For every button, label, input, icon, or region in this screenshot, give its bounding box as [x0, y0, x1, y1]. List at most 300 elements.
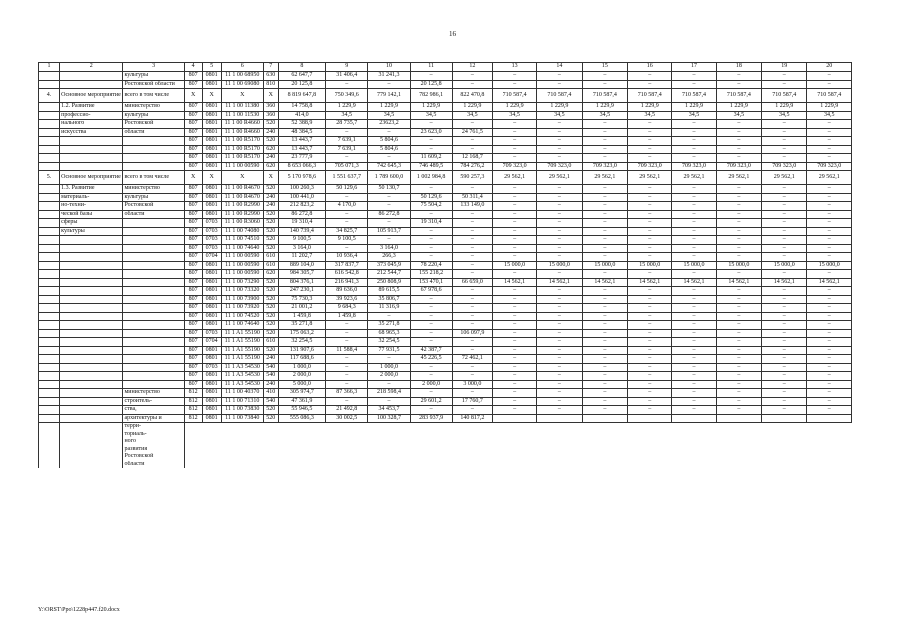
table-row [39, 431, 852, 439]
value-cell: – [492, 287, 536, 296]
value-cell: 1 459,8 [278, 312, 326, 321]
header-cell: 2 [60, 63, 123, 72]
value-cell: – [582, 372, 627, 381]
value-cell: – [716, 185, 761, 194]
value-cell: 29 562,1 [582, 171, 627, 185]
value-cell: 709 323,0 [628, 162, 672, 171]
value-cell: 240 [263, 193, 278, 202]
value-cell: – [492, 236, 536, 245]
value-cell: 21 492,8 [326, 406, 368, 415]
value-cell: – [628, 295, 672, 304]
value-cell: 812 [184, 397, 202, 406]
row-number-cell [39, 236, 60, 245]
value-cell: – [716, 363, 761, 372]
value-cell: 11 1 00 11530 [221, 111, 263, 120]
header-cell: 17 [672, 63, 716, 72]
table-row [39, 363, 852, 372]
value-cell: 807 [184, 128, 202, 137]
value-cell: – [410, 145, 452, 154]
value-cell: – [672, 202, 716, 211]
value-cell: 1 229,9 [368, 103, 410, 112]
value-cell: 610 [263, 261, 278, 270]
value-cell: 34,5 [672, 111, 716, 120]
value-cell: 11 1 00 00590 [221, 261, 263, 270]
value-cell: 14 562,1 [492, 278, 536, 287]
value-cell: 5 804,6 [368, 137, 410, 146]
value-cell: 812 [184, 406, 202, 415]
value-cell: 89 636,0 [326, 287, 368, 296]
value-cell: – [368, 154, 410, 163]
value-cell: – [537, 346, 582, 355]
value-cell: – [410, 210, 452, 219]
value-cell: 305 974,7 [278, 389, 326, 398]
value-cell: 709 323,0 [492, 162, 536, 171]
value-cell: 822 470,8 [452, 89, 492, 103]
value-cell: 11 1 00 R5170 [221, 137, 263, 146]
executor-cell [123, 321, 184, 330]
value-cell: – [410, 227, 452, 236]
value-cell: 0801 [202, 210, 221, 219]
value-cell: 14 562,1 [628, 278, 672, 287]
value-cell: – [628, 210, 672, 219]
value-cell: – [716, 346, 761, 355]
value-cell: – [326, 355, 368, 364]
value-cell: – [537, 338, 582, 347]
value-cell: 10 936,4 [326, 253, 368, 262]
value-cell: 100 441,0 [278, 193, 326, 202]
value-cell: 0801 [202, 389, 221, 398]
event-name-cell [60, 236, 123, 245]
value-cell: 807 [184, 338, 202, 347]
value-cell: – [452, 261, 492, 270]
value-cell: – [716, 397, 761, 406]
value-cell: 616 542,8 [326, 270, 368, 279]
value-cell: 0801 [202, 278, 221, 287]
event-name-cell [60, 162, 123, 171]
value-cell: – [582, 312, 627, 321]
value-cell: 0801 [202, 103, 221, 112]
value-cell: – [762, 338, 807, 347]
table-row [39, 120, 852, 129]
row-number-cell [39, 162, 60, 171]
value-cell: 360 [263, 103, 278, 112]
value-cell: – [582, 120, 627, 129]
value-cell: – [452, 219, 492, 228]
value-cell: 520 [263, 137, 278, 146]
header-cell: 8 [278, 63, 326, 72]
value-cell: – [672, 355, 716, 364]
value-cell: 34,5 [410, 111, 452, 120]
value-cell: 240 [263, 355, 278, 364]
value-cell: – [672, 329, 716, 338]
value-cell: – [762, 355, 807, 364]
value-cell: – [582, 346, 627, 355]
value-cell: 11 1 00 74510 [221, 236, 263, 245]
value-cell: – [452, 270, 492, 279]
value-cell: – [716, 120, 761, 129]
value-cell: 807 [184, 261, 202, 270]
value-cell [492, 414, 536, 423]
value-cell: – [672, 380, 716, 389]
value-cell: 0801 [202, 261, 221, 270]
table-row [39, 72, 852, 81]
value-cell: – [452, 338, 492, 347]
value-cell: – [628, 244, 672, 253]
value-cell: 9 100,5 [278, 236, 326, 245]
value-cell: – [672, 185, 716, 194]
value-cell [628, 414, 672, 423]
value-cell: – [452, 253, 492, 262]
value-cell: 807 [184, 295, 202, 304]
event-name-cell [60, 423, 123, 431]
value-cell: 34,5 [582, 111, 627, 120]
value-cell: 19 310,4 [410, 219, 452, 228]
value-cell: 15 000,0 [537, 261, 582, 270]
value-cell: 45 226,5 [410, 355, 452, 364]
value-cell: 3 000,0 [452, 380, 492, 389]
value-cell: 12 168,7 [452, 154, 492, 163]
value-cell: 520 [263, 329, 278, 338]
value-cell: 620 [263, 145, 278, 154]
value-cell: 19 310,4 [278, 219, 326, 228]
value-cell: – [582, 338, 627, 347]
value-cell: 11 588,4 [326, 346, 368, 355]
value-cell: – [628, 406, 672, 415]
value-cell: 86 272,8 [368, 210, 410, 219]
event-name-cell [60, 406, 123, 415]
value-cell: 75 504,2 [410, 202, 452, 211]
value-cell: – [762, 227, 807, 236]
value-cell: – [672, 295, 716, 304]
value-cell: 410 [263, 389, 278, 398]
value-cell: – [628, 312, 672, 321]
value-cell: 11 1 00 00590 [221, 270, 263, 279]
value-cell: – [326, 80, 368, 89]
row-number-cell [39, 423, 60, 431]
executor-cell [123, 236, 184, 245]
value-cell: – [368, 193, 410, 202]
value-cell: 100 260,3 [278, 185, 326, 194]
value-cell: 620 [263, 270, 278, 279]
value-cell: – [452, 72, 492, 81]
value-cell: – [326, 210, 368, 219]
value-cell: – [410, 295, 452, 304]
value-cell: 610 [263, 253, 278, 262]
value-cell: – [582, 295, 627, 304]
value-cell: – [807, 312, 852, 321]
header-cell: 10 [368, 63, 410, 72]
value-cell: – [628, 287, 672, 296]
value-cell: 0801 [202, 414, 221, 423]
value-cell: 68 965,3 [368, 329, 410, 338]
value-cell [762, 414, 807, 423]
event-name-cell: сферы [60, 219, 123, 228]
executor-cell: культуры [123, 72, 184, 81]
value-cell: – [452, 304, 492, 313]
header-cell: 11 [410, 63, 452, 72]
value-cell: – [672, 397, 716, 406]
table-row [39, 162, 852, 171]
value-cell: 0801 [202, 295, 221, 304]
row-number-cell [39, 210, 60, 219]
value-cell: 62 647,7 [278, 72, 326, 81]
header-cell: 18 [716, 63, 761, 72]
value-cell: – [672, 363, 716, 372]
row-number-cell [39, 72, 60, 81]
value-cell: – [492, 338, 536, 347]
value-cell: 11 609,2 [410, 154, 452, 163]
value-cell: 31 406,4 [326, 72, 368, 81]
value-cell: 807 [184, 219, 202, 228]
value-cell: 0801 [202, 321, 221, 330]
value-cell: – [452, 406, 492, 415]
value-cell: 0801 [202, 355, 221, 364]
header-cell: 20 [807, 63, 852, 72]
event-name-cell [60, 72, 123, 81]
value-cell: – [762, 210, 807, 219]
value-cell: – [582, 304, 627, 313]
value-cell: 66 659,0 [452, 278, 492, 287]
value-cell: 28 735,7 [326, 120, 368, 129]
executor-cell: министерство [123, 389, 184, 398]
value-cell: – [762, 363, 807, 372]
empty-cell [184, 423, 851, 431]
value-cell: 89 615,5 [368, 287, 410, 296]
value-cell: 520 [263, 120, 278, 129]
value-cell: – [672, 270, 716, 279]
value-cell: – [716, 380, 761, 389]
value-cell: – [807, 406, 852, 415]
value-cell: – [716, 227, 761, 236]
value-cell: – [537, 312, 582, 321]
value-cell: – [410, 244, 452, 253]
value-cell: – [537, 253, 582, 262]
executor-cell: министерство [123, 185, 184, 194]
value-cell: – [807, 363, 852, 372]
value-cell: – [628, 363, 672, 372]
executor-cell: области [123, 461, 184, 469]
value-cell: – [492, 355, 536, 364]
value-cell: – [807, 295, 852, 304]
value-cell: – [628, 321, 672, 330]
value-cell: 140 739,4 [278, 227, 326, 236]
value-cell: – [762, 389, 807, 398]
budget-table [38, 62, 852, 468]
event-name-cell: профессио- [60, 111, 123, 120]
value-cell: – [807, 193, 852, 202]
value-cell: – [537, 236, 582, 245]
value-cell: – [410, 389, 452, 398]
value-cell: – [582, 380, 627, 389]
value-cell: – [672, 210, 716, 219]
value-cell: 34,5 [762, 111, 807, 120]
value-cell: – [492, 202, 536, 211]
value-cell: – [628, 137, 672, 146]
value-cell: 0801 [202, 111, 221, 120]
value-cell: – [762, 185, 807, 194]
table-row [39, 372, 852, 381]
event-name-cell: Основное мероприятие [60, 171, 123, 185]
value-cell: 11 1 00 11380 [221, 103, 263, 112]
value-cell: 807 [184, 346, 202, 355]
value-cell: 709 323,0 [672, 162, 716, 171]
value-cell: 807 [184, 372, 202, 381]
value-cell: 0801 [202, 137, 221, 146]
value-cell: – [762, 397, 807, 406]
value-cell: – [807, 346, 852, 355]
value-cell: 266,3 [368, 253, 410, 262]
header-cell: 6 [221, 63, 263, 72]
value-cell: 3 164,0 [368, 244, 410, 253]
value-cell: 29 562,1 [807, 171, 852, 185]
event-name-cell: 1.3. Развитие [60, 185, 123, 194]
value-cell: 35 271,8 [368, 321, 410, 330]
value-cell: – [537, 355, 582, 364]
value-cell: 710 587,4 [537, 89, 582, 103]
executor-cell: ного [123, 438, 184, 446]
value-cell: 807 [184, 145, 202, 154]
value-cell: – [716, 154, 761, 163]
value-cell: – [807, 202, 852, 211]
value-cell: 15 000,0 [672, 261, 716, 270]
value-cell: – [410, 304, 452, 313]
row-number-cell [39, 202, 60, 211]
value-cell: – [716, 355, 761, 364]
value-cell: 250 808,9 [368, 278, 410, 287]
event-name-cell [60, 270, 123, 279]
value-cell: – [492, 321, 536, 330]
value-cell: – [716, 338, 761, 347]
value-cell: 52 388,9 [278, 120, 326, 129]
value-cell: – [582, 210, 627, 219]
value-cell: 555 086,3 [278, 414, 326, 423]
value-cell: 34,5 [492, 111, 536, 120]
executor-cell: Ростовской [123, 453, 184, 461]
value-cell: 30 002,5 [326, 414, 368, 423]
value-cell: – [628, 380, 672, 389]
executor-cell: области [123, 128, 184, 137]
executor-cell: ториаль- [123, 431, 184, 439]
value-cell: – [492, 346, 536, 355]
value-cell: – [582, 329, 627, 338]
value-cell: – [807, 219, 852, 228]
value-cell: – [672, 236, 716, 245]
value-cell: – [537, 128, 582, 137]
row-number-cell [39, 380, 60, 389]
value-cell: 34,5 [537, 111, 582, 120]
table-row [39, 287, 852, 296]
table-row [39, 295, 852, 304]
value-cell: 709 323,0 [807, 162, 852, 171]
value-cell: 520 [263, 210, 278, 219]
value-cell: – [452, 363, 492, 372]
value-cell: 212 544,7 [368, 270, 410, 279]
value-cell: – [672, 193, 716, 202]
value-cell: – [326, 321, 368, 330]
value-cell: – [582, 219, 627, 228]
value-cell: 29 562,1 [672, 171, 716, 185]
value-cell: – [582, 145, 627, 154]
value-cell: 105 913,7 [368, 227, 410, 236]
value-cell: 807 [184, 137, 202, 146]
value-cell: – [716, 236, 761, 245]
value-cell: – [807, 185, 852, 194]
value-cell: – [807, 270, 852, 279]
value-cell: – [452, 244, 492, 253]
row-number-cell [39, 154, 60, 163]
value-cell: 14 562,1 [672, 278, 716, 287]
value-cell: 20 125,8 [410, 80, 452, 89]
row-number-cell [39, 431, 60, 439]
value-cell: 131 907,6 [278, 346, 326, 355]
value-cell: 9 684,3 [326, 304, 368, 313]
value-cell: – [492, 120, 536, 129]
value-cell: – [492, 372, 536, 381]
value-cell: 11 1 00 R2990 [221, 210, 263, 219]
value-cell: 218 598,4 [368, 389, 410, 398]
value-cell: 807 [184, 193, 202, 202]
value-cell: 750 349,6 [326, 89, 368, 103]
value-cell: – [492, 406, 536, 415]
value-cell: 414,0 [278, 111, 326, 120]
value-cell: 240 [263, 154, 278, 163]
value-cell: 34,5 [368, 111, 410, 120]
table-row [39, 304, 852, 313]
value-cell: 50 129,6 [410, 193, 452, 202]
value-cell: 0801 [202, 312, 221, 321]
value-cell: 216 941,3 [326, 278, 368, 287]
value-cell: – [492, 185, 536, 194]
table-row [39, 414, 852, 423]
value-cell: – [807, 120, 852, 129]
executor-cell: терри- [123, 423, 184, 431]
value-cell: 810 [263, 80, 278, 89]
value-cell: 34 825,7 [326, 227, 368, 236]
value-cell: 7 639,1 [326, 145, 368, 154]
value-cell: – [582, 389, 627, 398]
executor-cell: Ростовской [123, 202, 184, 211]
value-cell: – [628, 185, 672, 194]
header-cell: 14 [537, 63, 582, 72]
executor-cell: развития [123, 446, 184, 454]
value-cell: 1 229,9 [807, 103, 852, 112]
value-cell: – [762, 346, 807, 355]
value-cell: 520 [263, 227, 278, 236]
value-cell: 807 [184, 304, 202, 313]
event-name-cell [60, 446, 123, 454]
header-cell: 3 [123, 63, 184, 72]
value-cell: X [263, 89, 278, 103]
event-name-cell [60, 431, 123, 439]
event-name-cell [60, 414, 123, 423]
value-cell: – [582, 227, 627, 236]
value-cell: – [716, 128, 761, 137]
value-cell: 1 229,9 [582, 103, 627, 112]
value-cell: – [368, 80, 410, 89]
event-name-cell [60, 295, 123, 304]
value-cell: – [672, 72, 716, 81]
value-cell: – [807, 304, 852, 313]
value-cell: – [492, 72, 536, 81]
value-cell: – [582, 193, 627, 202]
value-cell: 807 [184, 154, 202, 163]
value-cell: – [368, 128, 410, 137]
value-cell: 709 323,0 [537, 162, 582, 171]
row-number-cell [39, 338, 60, 347]
value-cell: 11 1 00 71310 [221, 397, 263, 406]
value-cell: 15 000,0 [762, 261, 807, 270]
value-cell: 29 562,1 [537, 171, 582, 185]
